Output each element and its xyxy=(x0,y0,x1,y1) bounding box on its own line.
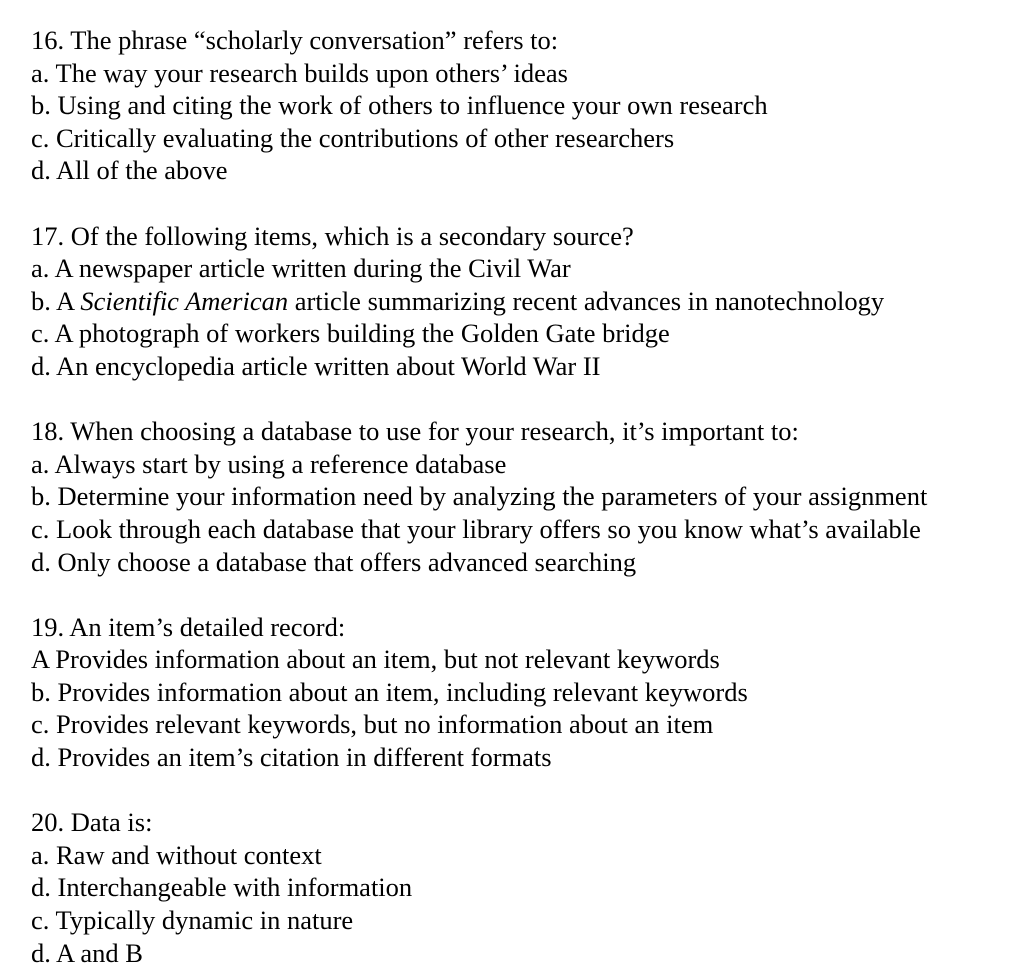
answer-option-d: d. All of the above xyxy=(31,155,228,186)
question-16 xyxy=(31,24,1011,187)
question-stem: 20. Data is: xyxy=(31,807,153,838)
question-stem: 17. Of the following items, which is a secondary source? xyxy=(31,220,634,251)
question-stem: 16. The phrase “scholarly conversation” refers to: xyxy=(31,25,559,55)
question-stem: 19. An item’s detailed record: xyxy=(31,611,346,642)
answer-option-b: b. Determine your information need by analyzing the parameters of your assignment xyxy=(31,481,928,512)
answer-option-c: c. Typically dynamic in nature xyxy=(31,905,354,936)
question-17 xyxy=(31,220,1011,383)
answer-option-b: b. Provides information about an item, including relevant keywords xyxy=(31,676,748,707)
option-prefix: b. A xyxy=(31,285,81,316)
question-18 xyxy=(31,415,1011,578)
question-stem: 18. When choosing a database to use for your research, it’s important to: xyxy=(31,416,799,447)
answer-option-c: c. A photograph of workers building the Golden Gate bridge xyxy=(31,318,670,349)
answer-option-a: a. The way your research builds upon others’ ideas xyxy=(31,57,568,88)
answer-option-b xyxy=(31,285,1011,318)
answer-option-b: d. Interchangeable with information xyxy=(31,872,413,903)
answer-option-c: c. Provides relevant keywords, but no information about an item xyxy=(31,709,714,740)
answer-option-b: b. Using and citing the work of others to influence your own research xyxy=(31,90,768,121)
answer-option-d: d. Only choose a database that offers advanced searching xyxy=(31,546,637,577)
answer-option-a: a. A newspaper article written during the Civil War xyxy=(31,253,571,284)
answer-option-d: d. An encyclopedia article written about World War II xyxy=(31,350,601,381)
quiz-document xyxy=(31,24,1011,969)
question-19 xyxy=(31,611,1011,774)
answer-option-c: c. Critically evaluating the contributions of other researchers xyxy=(31,122,675,153)
answer-option-a: a. Always start by using a reference database xyxy=(31,448,507,479)
answer-option-c: c. Look through each database that your library offers so you know what’s available xyxy=(31,513,921,544)
magazine-title: Scientific American xyxy=(80,285,289,316)
answer-option-a: A Provides information about an item, but not relevant keywords xyxy=(31,644,720,675)
option-suffix: article summarizing recent advances in nanotechnology xyxy=(288,285,885,316)
answer-option-a: a. Raw and without context xyxy=(31,839,322,870)
answer-option-d: d. Provides an item’s citation in different formats xyxy=(31,742,552,773)
answer-option-d: d. A and B xyxy=(31,937,143,968)
question-20 xyxy=(31,806,1011,969)
